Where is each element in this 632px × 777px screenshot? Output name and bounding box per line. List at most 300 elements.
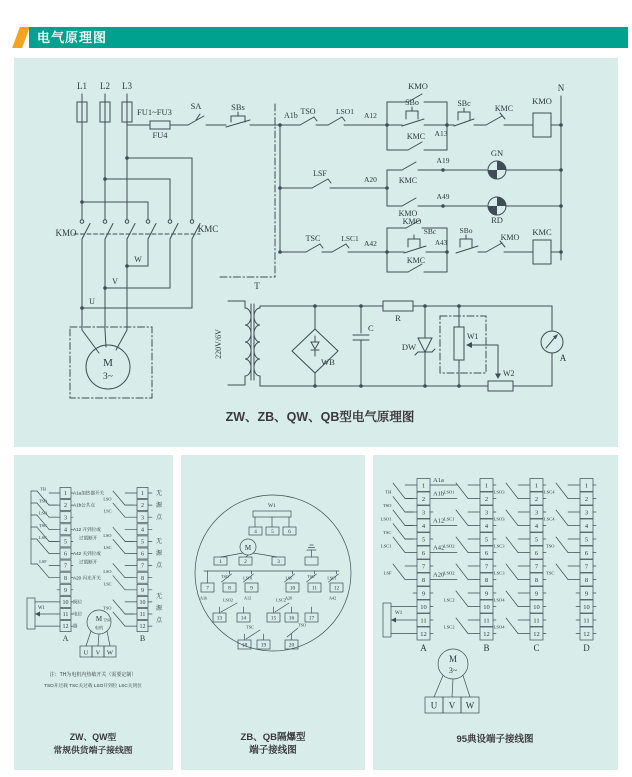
terminal-number: 12	[62, 624, 69, 631]
switch-label: LSO1	[380, 516, 392, 522]
terminal-number: 9	[534, 590, 539, 598]
terminal-number: 7	[584, 563, 589, 571]
passive-label-2	[156, 537, 163, 569]
label-tsc: TSC	[305, 234, 321, 243]
label-c: C	[368, 323, 374, 333]
main-caption: ZW、ZB、QW、QB型电气原理图	[225, 410, 415, 424]
std95-terminal-diagram	[373, 455, 618, 770]
vertical-label-char: 点	[155, 515, 163, 521]
annotation: 器	[73, 623, 78, 629]
switch-label: LSF	[39, 559, 47, 565]
terminal-number: 12	[583, 630, 590, 638]
terminal-number: 4	[584, 522, 589, 530]
label-n: N	[557, 83, 565, 93]
terminal-number: 4	[254, 528, 257, 535]
label-wb: WB	[321, 357, 335, 367]
terminal-number: 10	[583, 603, 590, 611]
note-line1: 注：TH为电机内热敏开关（需要定制）	[49, 672, 137, 678]
strip-a-bus	[31, 491, 37, 564]
terminal-number: 20	[288, 642, 295, 649]
label-lso2: LSO2	[222, 597, 234, 603]
annotation: 阀位	[73, 599, 83, 605]
strip-b-switches	[103, 491, 133, 626]
label-motor-m: M	[103, 357, 113, 369]
terminal-number: 3	[584, 509, 589, 517]
label-kmo-nc3: KMO	[500, 233, 520, 242]
label-sbc3: SBc	[423, 227, 437, 236]
terminal-number: 1	[584, 482, 589, 490]
label-lso1: LSO1	[336, 107, 354, 116]
zb-qb-terminal-diagram	[181, 455, 365, 770]
label-ratio: 220V/6V	[214, 329, 223, 359]
vertical-label-char: 点	[155, 563, 163, 569]
label-lsc2: LSC2	[276, 597, 286, 603]
terminal-number: 15	[270, 615, 277, 622]
ammeter	[541, 331, 563, 353]
label-w2: W2	[503, 369, 515, 378]
label-l3: L3	[122, 81, 132, 91]
w1-terminals	[249, 527, 296, 535]
control-circuit	[220, 81, 565, 277]
terminal-number: 8	[421, 576, 426, 584]
switch-label: TSO	[382, 502, 392, 508]
strip-d-letter: D	[583, 643, 590, 653]
label-m: M	[95, 615, 103, 623]
label-kmo-rd: KMO	[398, 209, 418, 218]
terminal-number: 11	[420, 617, 427, 625]
label-a1b: A1b	[284, 111, 298, 120]
terminal-strip-b	[133, 488, 152, 632]
strip-a-letter: A	[62, 634, 69, 643]
terminal-strip-a	[413, 479, 433, 641]
label-kmo-hold1: KMO	[408, 81, 428, 91]
label-lsc1: LSC1	[327, 575, 337, 581]
terminal-number: 5	[64, 539, 67, 546]
terminal-number: 2	[584, 495, 589, 503]
annotation: A1b公共点	[73, 502, 95, 508]
main-schematic-panel	[14, 58, 618, 447]
label-kmc-gn: KMC	[398, 176, 418, 185]
terminal-number: 4	[421, 522, 426, 530]
vertical-label-char: 无	[155, 539, 163, 545]
label-rd: RD	[491, 215, 503, 225]
vertical-label-char: 无	[155, 491, 163, 497]
terminal-number: 7	[141, 563, 144, 570]
w1-potentiometer	[27, 598, 57, 629]
terminal-number: 1	[421, 482, 426, 490]
terminal-number: 4	[484, 522, 489, 530]
switch-label: TH	[40, 486, 46, 492]
annotation: 过载断开	[79, 535, 98, 541]
annotation: A20	[433, 571, 445, 579]
label-w1: W1	[467, 332, 479, 341]
strip-a-lines	[433, 485, 457, 580]
terminal-number: 10	[533, 603, 540, 611]
label-sbc1: SBc	[457, 99, 471, 108]
main-schematic	[14, 58, 618, 447]
terminal-number: 11	[533, 617, 540, 625]
terminal-number: 6	[421, 549, 426, 557]
terminal-number: 11	[583, 617, 590, 625]
panel1-caption-1: ZW、QW型	[69, 732, 117, 742]
terminal-number: 5	[271, 528, 274, 535]
terminal-number: 12	[420, 630, 427, 638]
label-kmc-branch1: KMC	[406, 132, 426, 141]
vertical-label-char: 无	[155, 594, 163, 600]
switch-label: TSC	[39, 522, 47, 528]
contact-poles	[80, 220, 200, 239]
switch-label: LSO2	[443, 570, 455, 576]
label-lsc1: LSC1	[341, 234, 359, 243]
potentiometer-w1	[454, 327, 464, 360]
label-gn: GN	[490, 148, 504, 158]
fuse-fu4	[150, 121, 170, 129]
annotation: A42	[433, 544, 445, 552]
rectifier-circuit	[214, 281, 567, 391]
label-m3: 3~	[448, 666, 458, 675]
switch-label: LSC2	[443, 624, 455, 630]
terminal-number: 2	[534, 495, 539, 503]
terminal-number: 9	[421, 590, 426, 598]
label-tso2: TSO	[298, 622, 306, 628]
switch-label: LSC2	[443, 597, 455, 603]
switch-label: LSC	[103, 581, 112, 587]
terminal-number: 6	[584, 549, 589, 557]
label-u: U	[83, 649, 89, 657]
potentiometer-w1	[253, 511, 291, 517]
strip-b-letter: B	[139, 634, 146, 643]
sublabel-a1b: A1b	[200, 595, 208, 601]
terminal-number: 4	[141, 527, 144, 534]
terminal-number: 19	[260, 642, 267, 649]
terminal-number: 11	[483, 617, 490, 625]
label-t: T	[254, 281, 260, 291]
header-accent-slash	[12, 27, 30, 48]
label-kmo-hold3: KMO	[402, 217, 422, 226]
terminal-number: 3	[141, 515, 144, 522]
zener-dw	[418, 338, 432, 352]
terminal-strip-d	[576, 479, 596, 641]
terminal-number: 8	[228, 585, 231, 592]
label-r: R	[395, 313, 401, 323]
sublabel-a20: A20	[285, 595, 293, 601]
zw-qw-terminal-diagram	[14, 455, 173, 770]
terminal-number: 9	[141, 587, 144, 594]
switch-label: LSC	[103, 544, 112, 550]
label-a20: A20	[364, 175, 377, 184]
flameproof-housing	[195, 495, 351, 651]
label-lsf: LSF	[285, 575, 293, 581]
label-kmo-contacts: KMO	[55, 228, 77, 238]
row1-terminals	[201, 583, 343, 592]
terminal-number: 5	[534, 536, 539, 544]
label-fu4: FU4	[152, 130, 168, 140]
terminal-number: 6	[288, 528, 291, 535]
label-kmo-coil: KMO	[532, 96, 552, 106]
strip-b-switches	[444, 483, 476, 634]
power-circuit	[55, 81, 280, 398]
terminal-number: 3	[277, 558, 280, 565]
strip-d-switches	[544, 483, 576, 580]
terminal-number: 9	[250, 585, 253, 592]
switch-label: LSO2	[443, 543, 455, 549]
motor	[425, 649, 479, 713]
label-w1: W1	[268, 503, 276, 509]
strip-c-switches	[494, 483, 526, 634]
switch-label: LSO4	[493, 597, 505, 603]
label-sbo1: SBo	[405, 98, 419, 107]
vertical-label-char: 源	[155, 606, 163, 612]
sublabel-a42: A42	[329, 595, 337, 601]
label-phase-v: V	[112, 277, 118, 286]
label-ammeter: A	[559, 353, 567, 363]
terminal-number: 4	[534, 522, 539, 530]
motor-terminals	[214, 557, 285, 565]
resistor-w2	[488, 381, 513, 391]
terminal-number: 8	[584, 576, 589, 584]
terminal-number: 1	[219, 558, 222, 565]
terminal-number: 5	[484, 536, 489, 544]
kmo-coil	[533, 113, 551, 137]
switch-label: LSO	[103, 569, 112, 575]
label-a42: A42	[364, 239, 377, 248]
switch-label: LSO	[103, 496, 112, 502]
terminal-number: 2	[64, 503, 67, 510]
annotation: A42 关到位或	[73, 551, 101, 557]
row3-terminals	[238, 640, 298, 649]
terminal-number: 8	[141, 575, 144, 582]
terminal-number: 6	[484, 549, 489, 557]
switch-label: LSO	[38, 510, 48, 516]
terminal-strip-c	[526, 479, 546, 641]
strip-a-annotations	[73, 490, 105, 630]
strip-c-letter: C	[533, 643, 540, 653]
label-a19: A19	[436, 156, 450, 165]
label-v: V	[448, 700, 456, 711]
switch-label: LSC1	[380, 543, 392, 549]
terminal-number: 12	[139, 624, 146, 631]
strip-b-letter: B	[483, 643, 490, 653]
switch-label: TH	[385, 489, 392, 495]
terminal-number: 2	[244, 558, 247, 565]
kmc-coil	[533, 240, 551, 264]
terminal-number: 13	[216, 615, 223, 622]
switch-label: TSO	[103, 605, 112, 611]
note-line2: TSO开过载 TSC关过载 LSO开到位 LSC关到位	[44, 683, 142, 688]
label-phase-w: W	[134, 255, 142, 264]
vertical-label-char: 源	[155, 503, 163, 509]
switch-label: TSO	[38, 498, 48, 504]
label-sbo3: SBo	[459, 226, 473, 235]
terminal-number: 10	[139, 600, 146, 606]
strip-a-letter: A	[420, 643, 427, 653]
switch-label: LSO3	[493, 489, 505, 495]
passive-label-3	[156, 592, 163, 624]
terminal-number: 6	[141, 551, 144, 558]
label-kmc-branch3: KMC	[406, 256, 426, 265]
terminal-number: 7	[484, 563, 489, 571]
terminal-number: 8	[484, 576, 489, 584]
label-kmc-contacts: KMC	[197, 224, 219, 234]
annotation: A12 开到位或	[73, 526, 101, 532]
vertical-label-char: 点	[155, 618, 163, 624]
panel2-caption-2: 端子接线图	[249, 745, 297, 756]
annotation: A20 闪光开关	[73, 575, 101, 581]
second-row	[220, 595, 312, 614]
terminal-number: 3	[484, 509, 489, 517]
switch-label: LSC4	[543, 489, 555, 495]
annotation: A12	[433, 517, 445, 525]
label-w1: W1	[38, 606, 45, 611]
terminal-number: 9	[64, 587, 67, 594]
terminal-number: 5	[421, 536, 426, 544]
panel1-caption-2: 常规供货端子接线图	[53, 745, 133, 755]
switch-label: TSC	[383, 529, 392, 535]
terminal-number: 7	[421, 563, 426, 571]
switch-label: TSC	[546, 570, 555, 576]
label-a43: A43	[434, 239, 448, 247]
label-dw: DW	[401, 342, 417, 352]
terminal-number: 9	[584, 590, 589, 598]
terminal-number: 1	[141, 491, 144, 498]
terminal-number: 7	[64, 563, 67, 570]
label-w: W	[106, 649, 114, 657]
zb-qb-terminal-panel	[181, 455, 365, 770]
label-lsf: LSF	[313, 169, 327, 178]
terminal-number: 10	[483, 603, 490, 611]
terminal-number: 7	[206, 585, 209, 592]
sublabel-a12: A12	[244, 595, 252, 601]
terminal-number: 1	[534, 482, 539, 490]
label-v: V	[95, 649, 101, 657]
terminal-number: 4	[64, 527, 67, 534]
label-a49: A49	[436, 192, 450, 201]
passive-label-1	[156, 489, 163, 521]
switch-label: LSC1	[443, 516, 455, 522]
terminal-number: 3	[421, 509, 426, 517]
switch-label: LSO4	[493, 624, 505, 630]
label-tso: TSO	[221, 574, 229, 579]
terminal-strip-b	[476, 479, 496, 641]
terminal-number: 7	[534, 563, 539, 571]
row2-terminals	[213, 613, 318, 622]
label-l1: L1	[77, 81, 87, 91]
vertical-label-char: 源	[155, 551, 163, 557]
panel3-caption: 95典设端子接线图	[456, 734, 534, 745]
terminal-number: 6	[534, 549, 539, 557]
terminal-number: 18	[241, 642, 248, 649]
label-motor-sub: 电机	[94, 625, 104, 630]
middle-row	[204, 571, 339, 583]
terminal-number: 10	[289, 585, 296, 592]
panel2-caption-1: ZB、QB隔爆型	[240, 732, 306, 743]
terminal-number: 2	[484, 495, 489, 503]
label-m: M	[244, 544, 252, 552]
label-tso: TSO	[300, 107, 316, 116]
switch-label: TSC	[103, 617, 112, 623]
terminal-number: 12	[483, 630, 490, 638]
page-title: 电气原理图	[29, 27, 628, 48]
switch-label: LSC	[39, 534, 47, 540]
resistor-r	[383, 301, 413, 311]
terminal-number: 1	[484, 482, 489, 490]
terminal-number: 3	[534, 509, 539, 517]
label-sbs: SBs	[231, 102, 245, 112]
terminal-number: 8	[64, 575, 67, 582]
label-u: U	[430, 700, 438, 711]
terminal-number: 6	[64, 551, 67, 558]
label-w1: W1	[395, 611, 403, 616]
label-a13: A13	[434, 129, 448, 138]
switch-label: TSO	[545, 543, 555, 549]
terminal-number: 12	[533, 630, 540, 638]
switch-label: LSO3	[493, 516, 505, 522]
label-m: M	[448, 654, 458, 664]
switch-label: LSO	[103, 532, 112, 538]
switch-label: LSC	[103, 508, 112, 514]
switch-label: LSC4	[543, 516, 555, 522]
strip-a-labels	[433, 477, 444, 579]
terminal-strip-a	[57, 488, 73, 632]
label-kmc-coil: KMC	[532, 227, 552, 237]
label-sa: SA	[190, 101, 202, 111]
terminal-number: 14	[240, 615, 247, 622]
terminal-number: 1	[64, 491, 67, 498]
terminal-number: 16	[288, 615, 295, 622]
terminal-number: 9	[484, 590, 489, 598]
earth-terminal	[305, 545, 318, 565]
annotation: A1b	[433, 490, 445, 498]
terminal-number: 17	[308, 615, 315, 622]
label-a12: A12	[364, 111, 377, 120]
third-row	[245, 623, 306, 641]
strip-a-switches	[381, 483, 413, 580]
switch-label: LSC3	[493, 570, 505, 576]
label-fu1-fu3: FU1~FU3	[137, 107, 172, 117]
terminal-number: 11	[311, 585, 318, 592]
switch-label: LSO1	[443, 489, 455, 495]
terminal-number: 5	[141, 539, 144, 546]
terminal-number: 8	[534, 576, 539, 584]
annotation: 电位	[73, 611, 83, 617]
terminal-number: 10	[62, 600, 69, 606]
annotation: A1a	[433, 477, 444, 484]
label-l2: L2	[100, 81, 110, 91]
terminal-number: 10	[420, 603, 427, 611]
w1-potentiometer	[383, 603, 413, 637]
terminal-number: 2	[421, 495, 426, 503]
terminal-number: 11	[62, 612, 69, 619]
strip-a-switches	[37, 487, 57, 578]
label-lso1: LSO1	[243, 575, 253, 581]
terminal-number: 12	[333, 585, 340, 592]
switch-label: LSF	[383, 570, 392, 576]
terminal-number: 3	[64, 515, 67, 522]
std95-terminal-panel	[373, 455, 618, 770]
switch-label: LSC3	[493, 543, 505, 549]
annotation: 过载断开	[79, 559, 98, 565]
label-tsc2: TSC	[246, 624, 254, 630]
terminal-number: 2	[141, 503, 144, 510]
label-motor-3ph: 3~	[103, 372, 113, 382]
label-tsc: TSC	[307, 574, 315, 579]
terminal-number: 5	[584, 536, 589, 544]
label-phase-u: U	[89, 297, 95, 306]
label-w: W	[465, 700, 475, 711]
annotation: A1a加热器开关	[73, 490, 105, 496]
label-kmc-nc1: KMC	[494, 104, 514, 113]
terminal-number: 11	[139, 612, 146, 619]
